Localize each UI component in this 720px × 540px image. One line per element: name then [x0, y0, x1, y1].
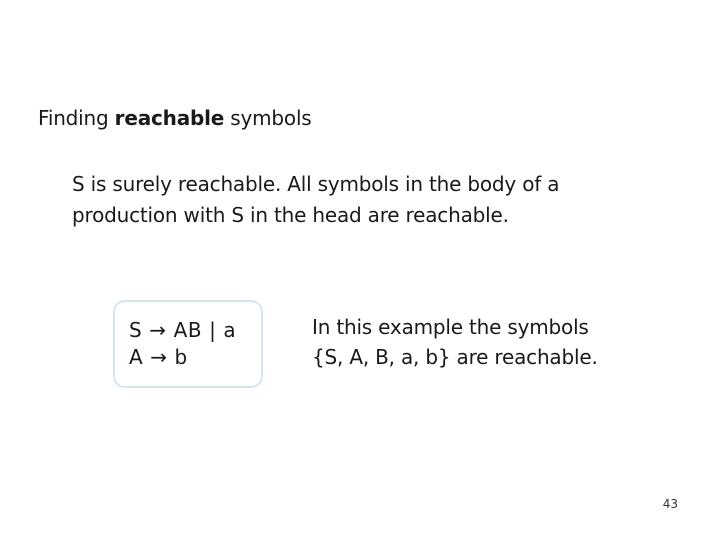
slide-number: 43 [662, 497, 678, 511]
body-line-2: production with S in the head are reachable. [72, 203, 509, 227]
body-line-1: S is surely reachable. All symbols in the body of a [72, 172, 560, 196]
grammar-box [113, 300, 263, 388]
body-paragraph [72, 169, 672, 231]
grammar-rule-1: S → AB | a [129, 318, 237, 342]
title-emphasis: reachable [114, 106, 225, 130]
example-line-2: {S, A, B, a, b} are reachable. [312, 345, 598, 369]
title-suffix: symbols [224, 106, 312, 130]
title-prefix: Finding [38, 106, 115, 130]
grammar-rule-2: A → b [129, 345, 188, 369]
example-line-1: In this example the symbols [312, 315, 589, 339]
example-paragraph [312, 312, 652, 372]
slide-title [38, 103, 312, 133]
